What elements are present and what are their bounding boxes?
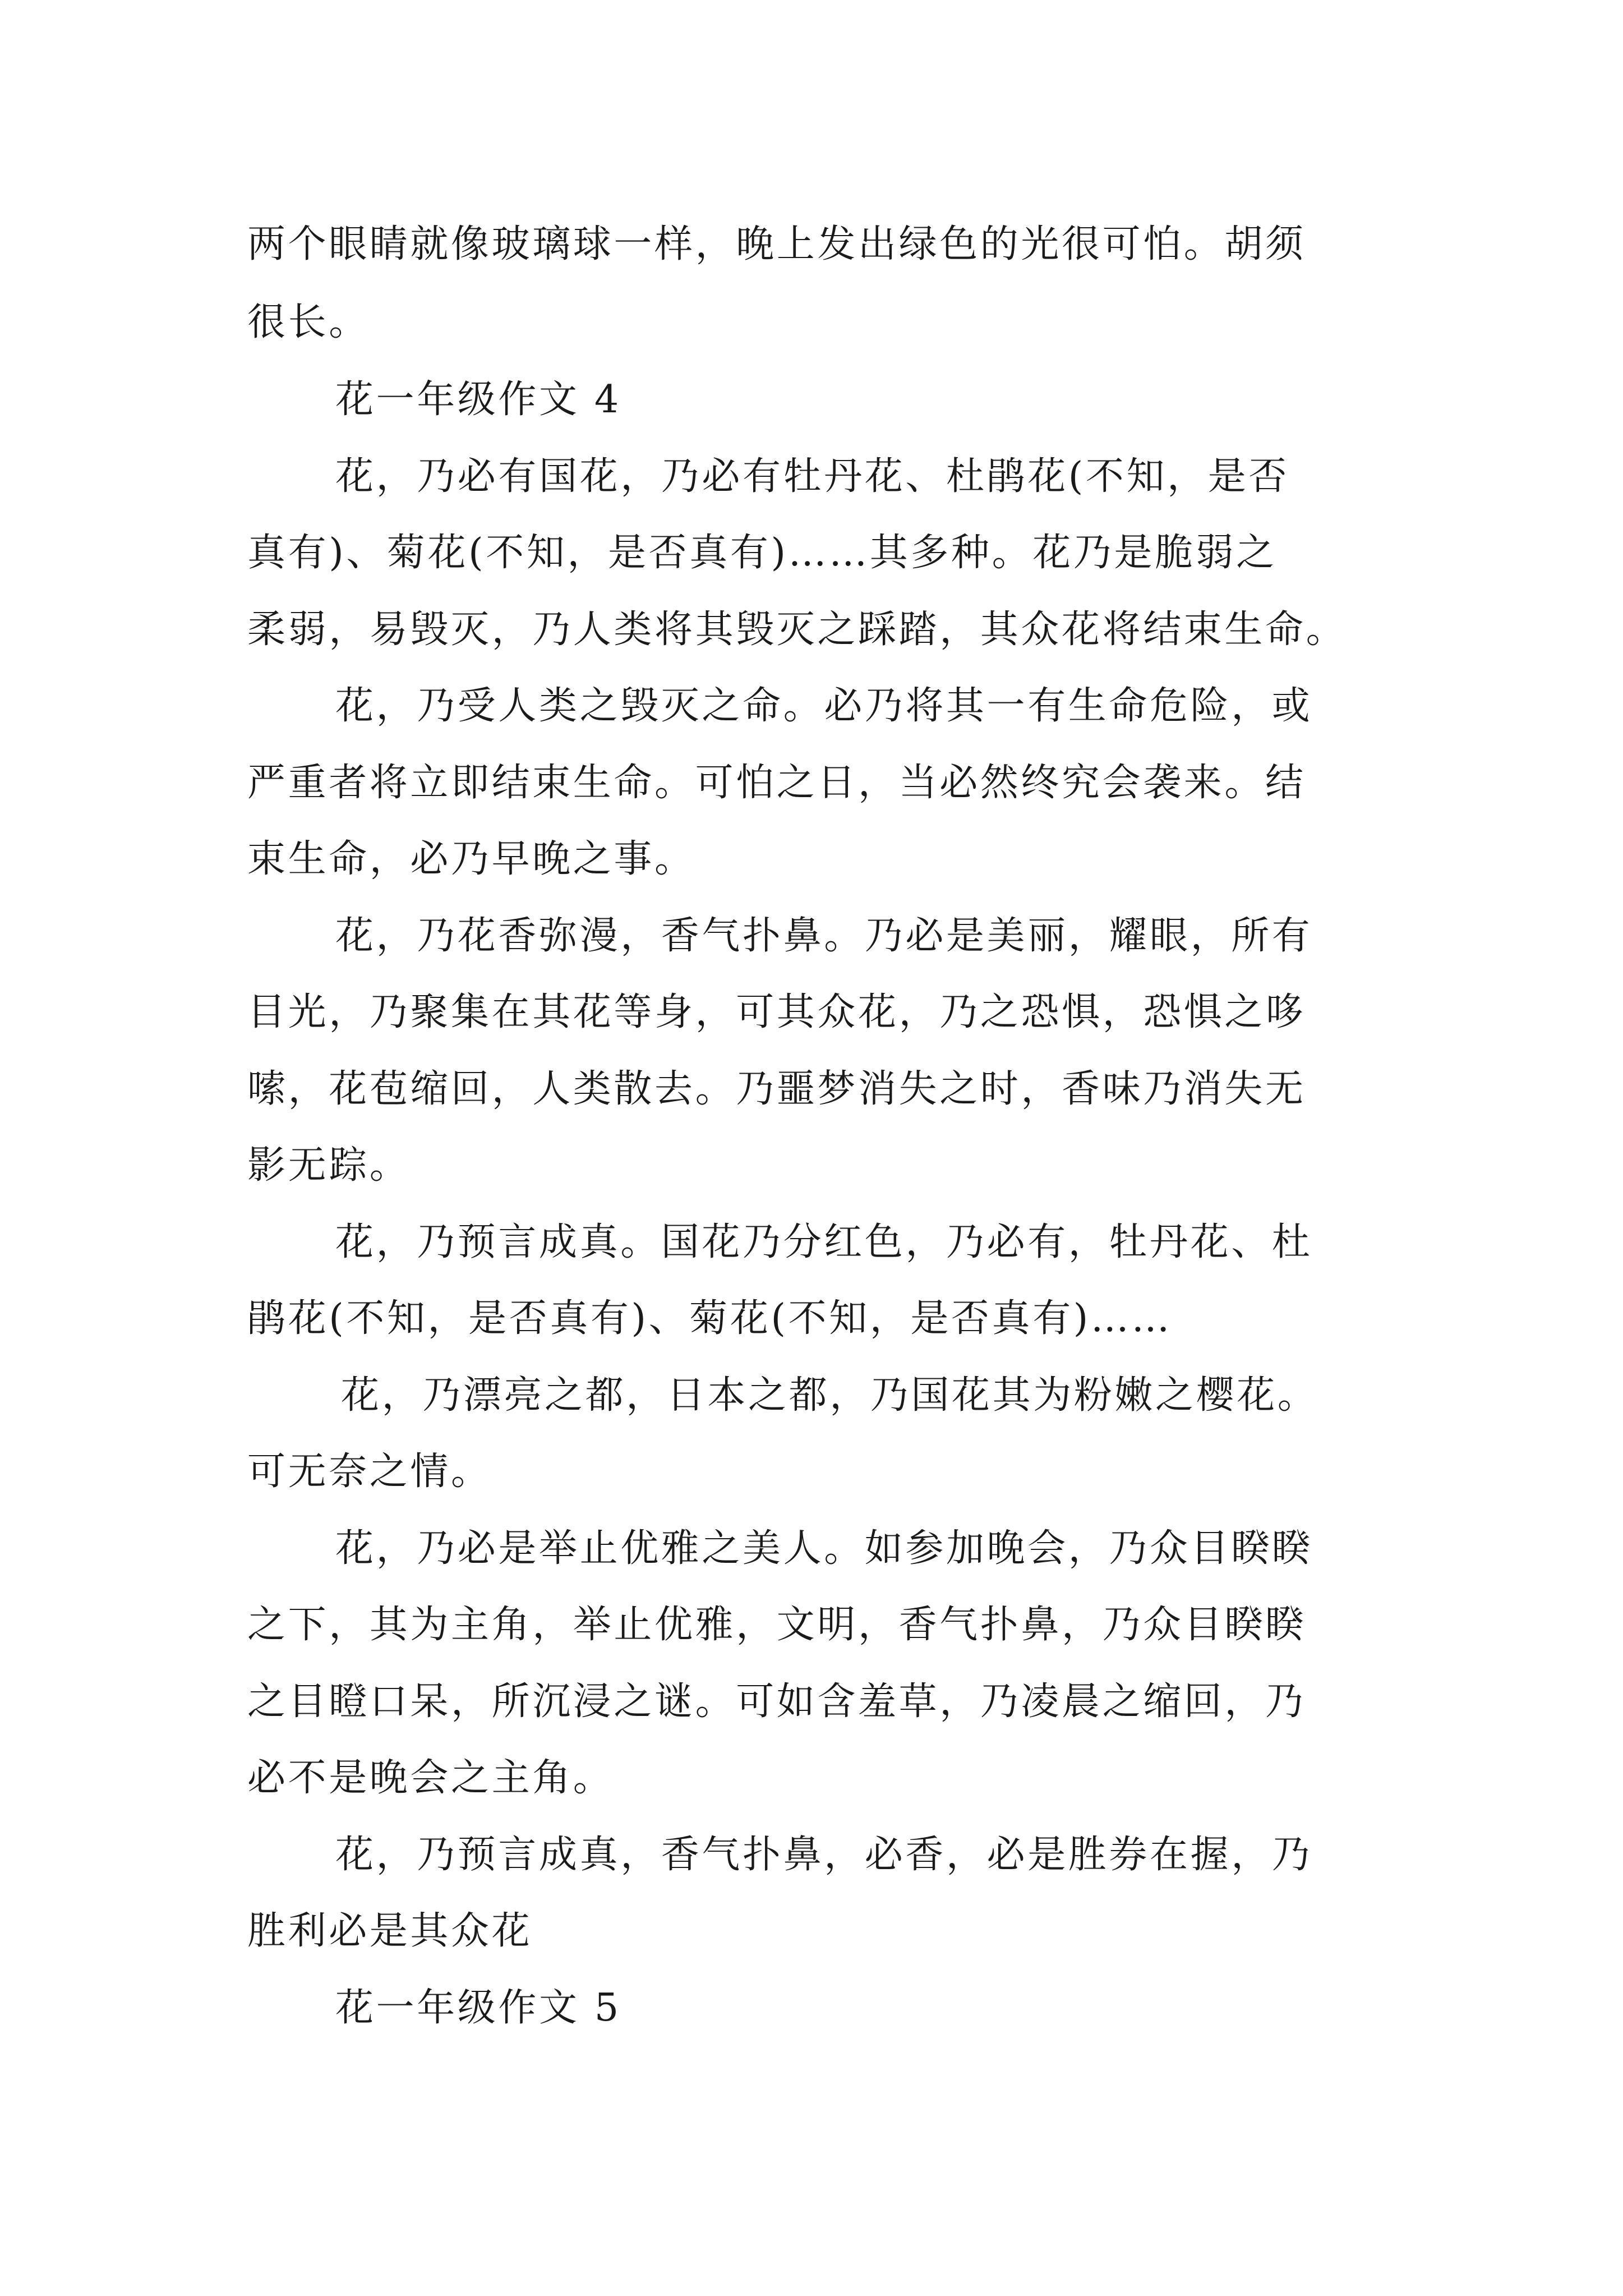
text-line: 柔弱，易毁灭，乃人类将其毁灭之踩踏，其众花将结束生命。 <box>247 608 1347 652</box>
section-heading: 花一年级作文 5 <box>335 1986 621 2030</box>
text-line: 之目瞪口呆，所沉浸之谜。可如含羞草，乃凌晨之缩回，乃 <box>247 1680 1306 1724</box>
text-line: 可无奈之情。 <box>247 1450 492 1494</box>
text-line: 目光，乃聚集在其花等身，可其众花，乃之恐惧，恐惧之哆 <box>247 990 1306 1034</box>
text-line: 花，乃预言成真，香气扑鼻，必香，必是胜券在握，乃 <box>335 1833 1313 1877</box>
text-line: 束生命，必乃早晚之事。 <box>247 837 695 881</box>
text-line: 严重者将立即结束生命。可怕之日，当必然终究会袭来。结 <box>247 761 1306 805</box>
text-line: 花，乃预言成真。国花乃分红色，乃必有，牡丹花、杜 <box>335 1220 1313 1264</box>
text-line: 之下，其为主角，举止优雅，文明，香气扑鼻，乃众目睽睽 <box>247 1603 1306 1647</box>
text-line: 影无踪。 <box>247 1143 411 1188</box>
text-line: 花，乃花香弥漫，香气扑鼻。乃必是美丽，耀眼，所有 <box>335 914 1313 958</box>
text-line: 花，乃必是举止优雅之美人。如参加晚会，乃众目睽睽 <box>335 1526 1313 1571</box>
text-line: 花，乃漂亮之都，日本之都，乃国花其为粉嫩之樱花。 <box>341 1373 1318 1418</box>
text-line: 两个眼睛就像玻璃球一样，晚上发出绿色的光很可怕。胡须 <box>247 222 1306 266</box>
text-line: 花，乃受人类之毁灭之命。必乃将其一有生命危险，或 <box>335 684 1313 728</box>
text-line: 必不是晚会之主角。 <box>247 1756 614 1800</box>
text-line: 胜利必是其众花 <box>247 1909 533 1953</box>
text-line: 真有)、菊花(不知，是否真有)……其多种。花乃是脆弱之 <box>247 531 1277 575</box>
text-line: 很长。 <box>247 300 370 344</box>
text-line: 嗦，花苞缩回，人类散去。乃噩梦消失之时，香味乃消失无 <box>247 1067 1306 1111</box>
text-line: 鹃花(不知，是否真有)、菊花(不知，是否真有)…… <box>247 1296 1173 1341</box>
text-line: 花，乃必有国花，乃必有牡丹花、杜鹃花(不知，是否 <box>335 454 1289 499</box>
section-heading: 花一年级作文 4 <box>335 378 621 422</box>
